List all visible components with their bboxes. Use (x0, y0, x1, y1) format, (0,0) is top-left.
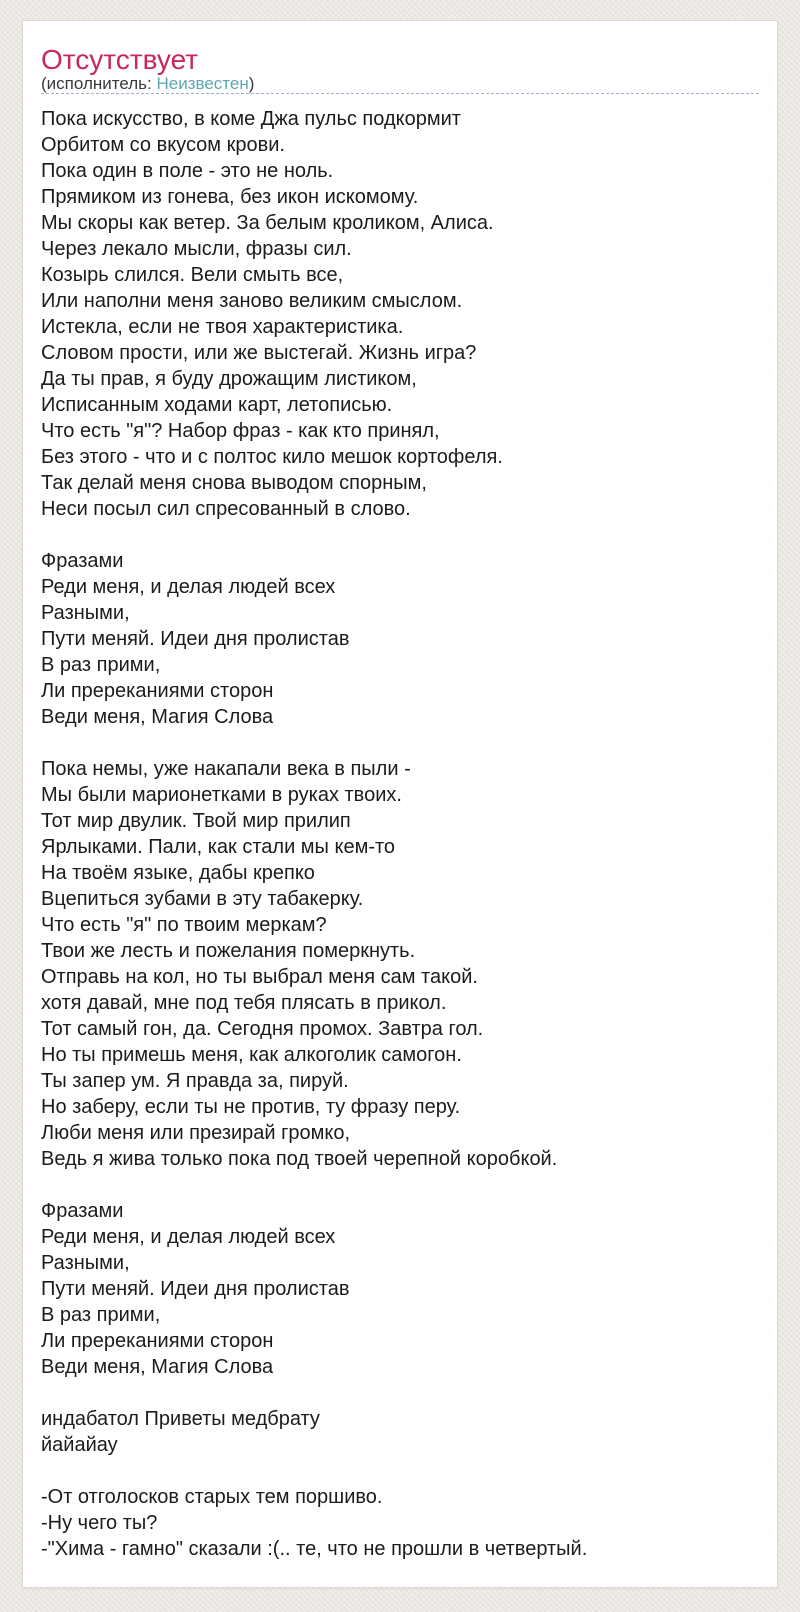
lyric-line: Орбитом со вкусом крови. (41, 134, 285, 156)
lyric-line: Пути меняй. Идеи дня пролистав (41, 1278, 350, 1300)
lyric-line: Ли пререканиями сторон (41, 680, 274, 702)
artist-label: (исполнитель: (41, 74, 152, 93)
lyric-line: Тот самый гон, да. Сегодня промох. Завтра гол. (41, 1018, 484, 1040)
lyric-line: Пока один в поле - это не ноль. (41, 160, 334, 182)
stanza-gap (41, 1172, 759, 1198)
lyric-line: Да ты прав, я буду дрожащим листиком, (41, 368, 417, 390)
lyric-line: Ярлыками. Пали, как стали мы кем-то (41, 836, 396, 858)
lyric-line: -От отголосков старых тем поршиво. (41, 1486, 383, 1508)
lyric-line: Ты запер ум. Я правда за, пируй. (41, 1070, 349, 1092)
lyric-line: Тот мир двулик. Твой мир прилип (41, 810, 351, 832)
lyric-line: Разными, (41, 1252, 130, 1274)
lyric-line: Но ты примешь меня, как алкоголик самогон. (41, 1044, 462, 1066)
lyric-line: Что есть "я"? Набор фраз - как кто принял, (41, 420, 440, 442)
header-separator (41, 93, 759, 94)
lyric-line: Фразами (41, 550, 124, 572)
lyric-line: индабатол Приветы медбрату (41, 1408, 320, 1430)
lyric-line: Прямиком из гонева, без икон искомому. (41, 186, 419, 208)
artist-label-close: ) (248, 74, 255, 93)
lyric-line: йайайау (41, 1434, 118, 1456)
lyric-line: Реди меня, и делая людей всех (41, 1226, 336, 1248)
lyric-line: Словом прости, или же выстегай. Жизнь игра? (41, 342, 477, 364)
lyric-line: Веди меня, Магия Слова (41, 1356, 274, 1378)
lyric-line: Мы скоры как ветер. За белым кроликом, Алиса. (41, 212, 494, 234)
lyric-line: Козырь слился. Вели смыть все, (41, 264, 344, 286)
stanza-gap (41, 522, 759, 548)
lyric-line: На твоём языке, дабы крепко (41, 862, 315, 884)
lyric-line: В раз прими, (41, 654, 161, 676)
lyric-line: Веди меня, Магия Слова (41, 706, 274, 728)
lyric-line: Но заберу, если ты не против, ту фразу перу. (41, 1096, 461, 1118)
lyric-line: Ли пререканиями сторон (41, 1330, 274, 1352)
lyric-line: Твои же лесть и пожелания померкнуть. (41, 940, 416, 962)
lyric-line: Неси посыл сил спресованный в слово. (41, 498, 411, 520)
lyric-line: Фразами (41, 1200, 124, 1222)
artist-line (41, 75, 759, 93)
lyric-line: хотя давай, мне под тебя плясать в прикол. (41, 992, 447, 1014)
page-title (41, 45, 759, 75)
song-title-link[interactable]: Отсутствует (41, 44, 199, 75)
lyric-line: Люби меня или презирай громко, (41, 1122, 351, 1144)
lyric-line: Без этого - что и с полтос кило мешок кортофеля. (41, 446, 503, 468)
lyric-line: Пути меняй. Идеи дня пролистав (41, 628, 350, 650)
lyrics-text (41, 106, 759, 1562)
lyric-line: Отправь на кол, но ты выбрал меня сам такой. (41, 966, 478, 988)
lyrics-card (22, 20, 778, 1588)
lyric-line: Вцепиться зубами в эту табакерку. (41, 888, 364, 910)
lyric-line: Ведь я жива только пока под твоей черепной коробкой. (41, 1148, 558, 1170)
lyric-line: Реди меня, и делая людей всех (41, 576, 336, 598)
lyric-line: Исписанным ходами карт, летописью. (41, 394, 393, 416)
lyric-line: В раз прими, (41, 1304, 161, 1326)
stanza-gap (41, 730, 759, 756)
lyric-line: Через лекало мысли, фразы сил. (41, 238, 352, 260)
stanza-gap (41, 1458, 759, 1484)
stanza-gap (41, 1380, 759, 1406)
lyric-line: Разными, (41, 602, 130, 624)
artist-link[interactable]: Неизвестен (156, 74, 249, 93)
lyric-line: Пока немы, уже накапали века в пыли - (41, 758, 411, 780)
lyric-line: -"Хима - гамно" сказали :(.. те, что не прошли в четвертый. (41, 1538, 588, 1560)
lyric-line: Так делай меня снова выводом спорным, (41, 472, 427, 494)
lyric-line: Истекла, если не твоя характеристика. (41, 316, 404, 338)
lyric-line: Мы были марионетками в руках твоих. (41, 784, 402, 806)
lyric-line: Что есть "я" по твоим меркам? (41, 914, 327, 936)
lyric-line: Пока искусство, в коме Джа пульс подкормит (41, 108, 461, 130)
lyric-line: Или наполни меня заново великим смыслом. (41, 290, 463, 312)
lyric-line: -Ну чего ты? (41, 1512, 158, 1534)
